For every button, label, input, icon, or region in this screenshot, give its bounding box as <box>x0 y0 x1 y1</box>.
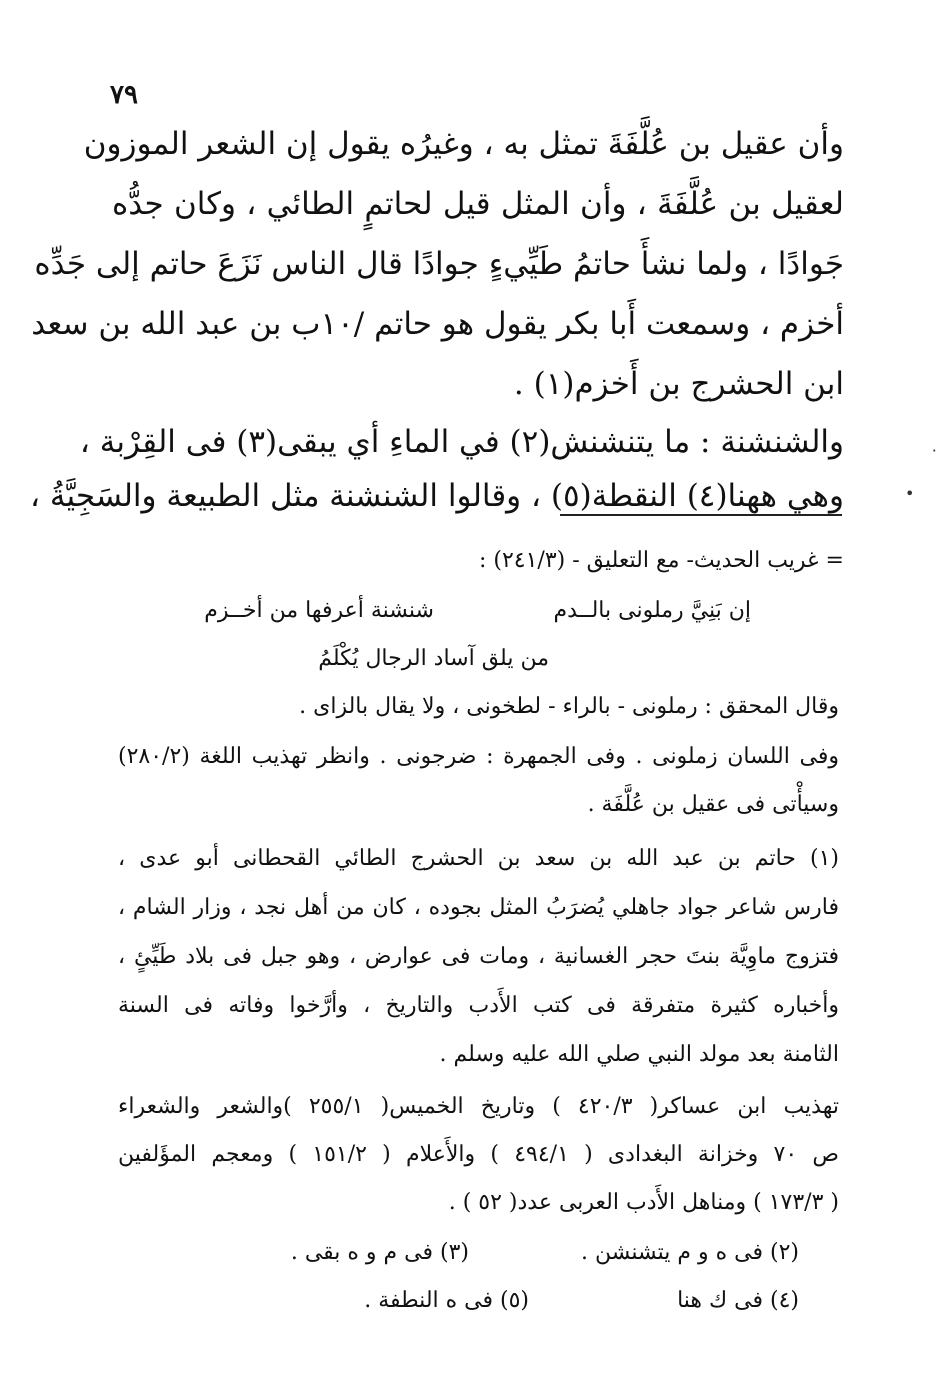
poem-hemistich-1b: شنشنة أعرفها من أخــزم <box>204 598 434 623</box>
poem-hemistich-1a: إن بَنِيَّ رملونى بالــدم <box>553 598 751 623</box>
footnote-1-line-1: (١) حاتم بن عبد الله بن سعد بن الحشرج الطائي القحطانى أبو عدى ، <box>118 846 839 871</box>
footnote-1-line-2: فارس شاعر جواد جاهلي يُضرَبُ المثل بجوده ، كان من أهل نجد ، وزار الشام ، <box>118 895 839 920</box>
main-text-line-5: ابن الحشرج بن أَخزم(١) . <box>513 366 844 402</box>
page-number: ٧٩ <box>110 80 138 110</box>
main-text-line-7: وهي ههنا(٤) النقطة(٥) ، وقالوا الشنشنة مثل الطبيعة والسَجِيَّةُ ، <box>29 478 844 514</box>
footnote-continuation-intro: = غريب الحديث- مع التعليق - (٢٤١/٣) : <box>478 548 844 573</box>
footnote-1-line-3: فتزوج ماوِيَّة بنتَ حجر الغسانية ، ومات فى عوارض ، وهو جبل فى بلاد طَيِّئٍ ، <box>118 944 839 969</box>
footnote-cont-line-1: وقال المحقق : رملونى - بالراء - لطخونى ، ولا يقال بالزاى . <box>299 694 839 719</box>
footnote-5: (٥) فى ه النطفة . <box>364 1288 529 1313</box>
footnote-1b-line-1: تهذيب ابن عساكر( ٤٢٠/٣ ) وتاريخ الخميس( ٢٥٥/١ )والشعر والشعراء <box>118 1094 839 1119</box>
margin-mark-a: ٠ <box>930 440 939 459</box>
poem-line-2: من يلق آساد الرجال يُكْلَمُ <box>318 646 549 671</box>
footnote-4: (٤) فى ك هنا <box>677 1288 799 1313</box>
footnote-1-line-4: وأخباره كثيرة متفرقة فى كتب الأَدب والتاريخ ، وأرَّخوا وفاته فى السنة <box>118 993 839 1018</box>
footnote-1b-line-3: ( ١٧٣/٣ ) ومناهل الأَدب العربى عدد( ٥٢ ) . <box>448 1190 839 1215</box>
footnote-separator <box>560 514 842 516</box>
main-text-line-6: والشنشنة : ما يتنشنش(٢) في الماءِ أي يبقى(٣) فى القِرْبة ، <box>79 424 844 460</box>
main-text-line-2: لعقيل بن عُلَّفَةَ ، وأن المثل قيل لحاتمٍ الطائي ، وكان جدُّه <box>112 186 844 222</box>
footnote-cont-line-2: وفى اللسان زملونى . وفى الجمهرة : ضرجونى . وانظر تهذيب اللغة (٢٨٠/٢) <box>118 744 839 769</box>
footnote-3: (٣) فى م و ه بقى . <box>290 1240 469 1265</box>
footnote-2: (٢) فى ه و م يتشنشن . <box>581 1240 799 1265</box>
footnote-1b-line-2: ص ٧٠ وخزانة البغدادى ( ٤٩٤/١ ) والأَعلام ( ١٥١/٢ ) ومعجم المؤَلفين <box>118 1142 839 1167</box>
main-text-line-4: أخزم ، وسمعت أَبا بكر يقول هو حاتم /١٠ب بن عبد الله بن سعد <box>31 306 844 342</box>
footnote-1-line-5: الثامنة بعد مولد النبي صلي الله عليه وسلم . <box>439 1042 839 1067</box>
main-text-line-3: جَوادًا ، ولما نشأَ حاتمُ طَيِّيءٍ جوادًا قال الناس نَزَعَ حاتم إلى جَدِّه <box>34 246 844 282</box>
footnote-cont-line-3: وسيأْتى فى عقيل بن عُلَّفَة . <box>587 792 839 817</box>
margin-mark-b: • <box>905 484 915 503</box>
main-text-line-1: وأن عقيل بن عُلَّفَةَ تمثل به ، وغيرُه يقول إن الشعر الموزون <box>83 126 844 162</box>
